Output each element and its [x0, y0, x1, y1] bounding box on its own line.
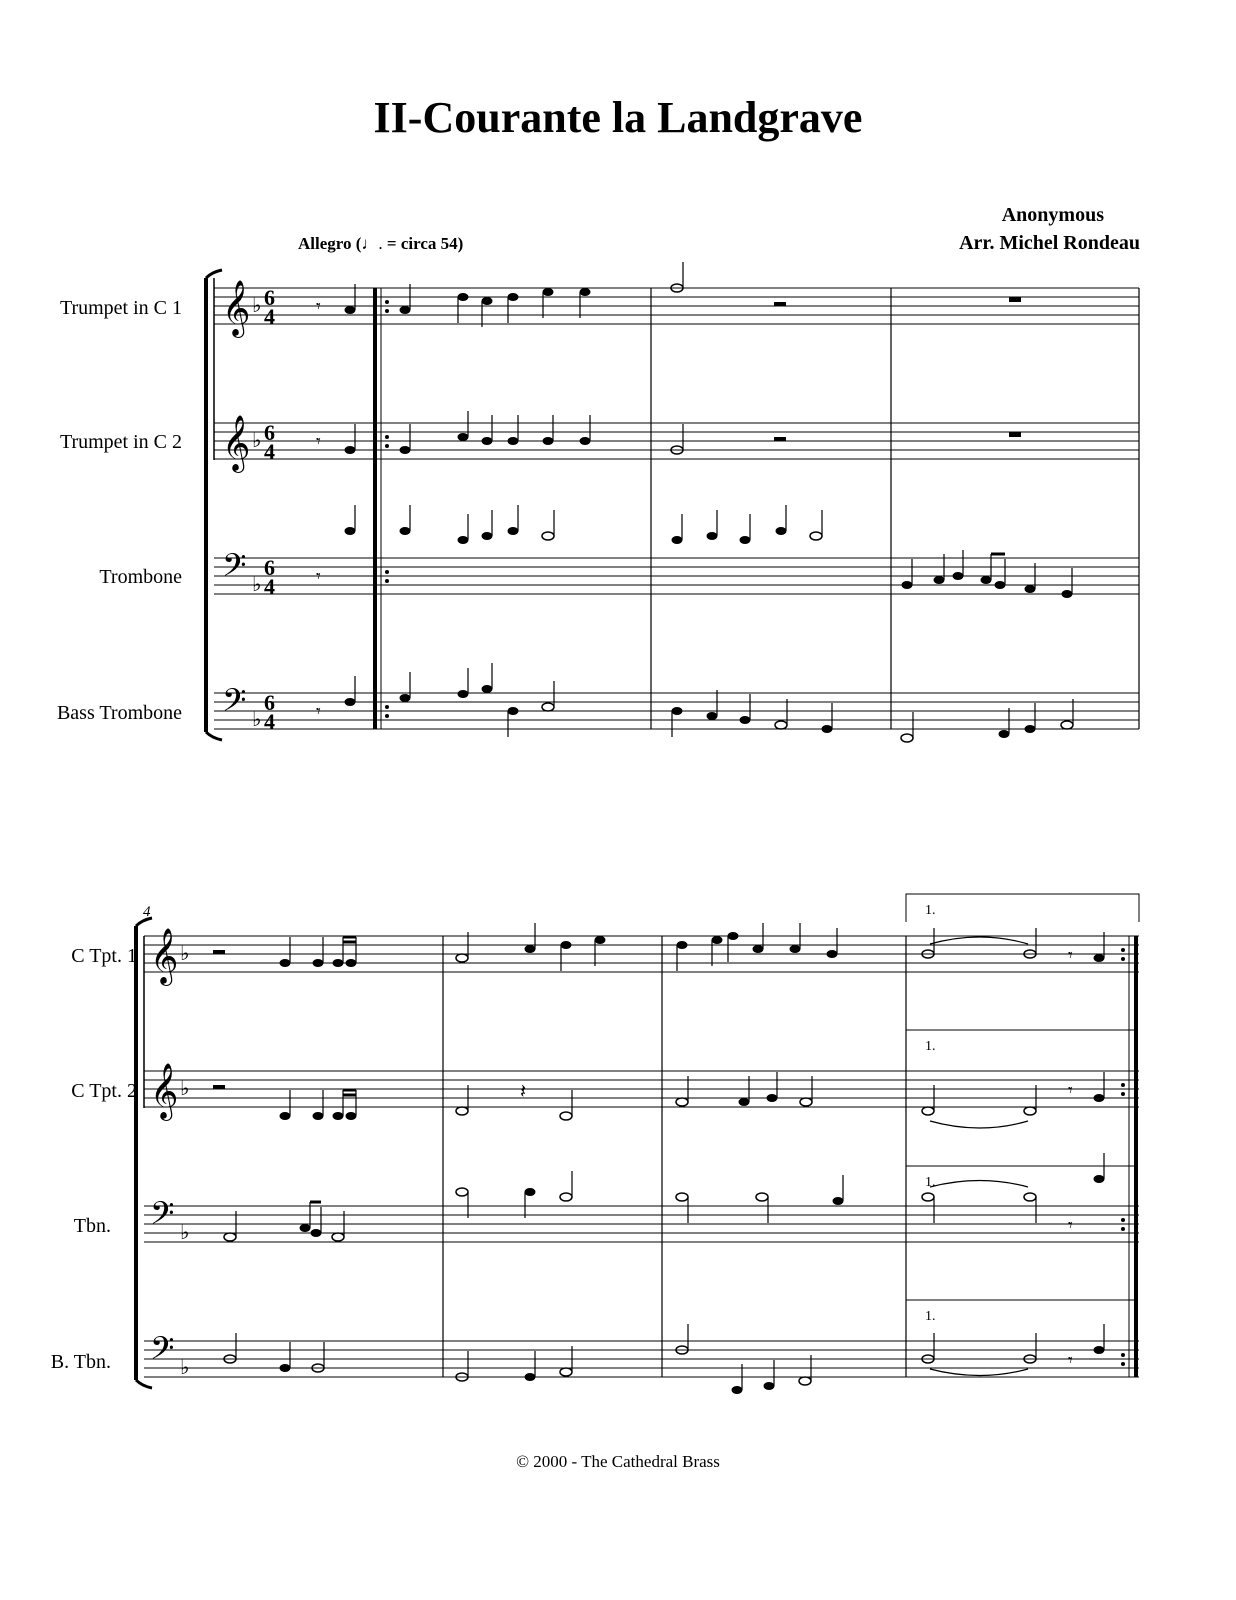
system-1: [57, 262, 1139, 742]
tempo-value: = circa 54): [382, 234, 464, 253]
half-rest-icon: [213, 950, 225, 954]
time-sig-bottom: 4: [264, 574, 275, 599]
svg-text:𝄾: 𝄾: [316, 701, 321, 722]
staff-bass-trombone: [144, 1341, 1139, 1377]
flat-key-icon: ♭: [252, 293, 262, 317]
svg-text:𝄾: 𝄾: [1068, 1080, 1073, 1101]
repeat-start-barline: [373, 288, 389, 729]
time-sig-top: 6: [264, 420, 275, 445]
flat-key-icon: ♭: [180, 1220, 190, 1244]
time-sig-bottom: 4: [264, 304, 275, 329]
bass-clef-icon: 𝄢: [222, 682, 247, 726]
flat-key-icon: ♭: [252, 428, 262, 452]
treble-clef-icon: 𝄞: [222, 415, 251, 471]
staff-trumpet-1: [214, 288, 1139, 324]
half-rest-icon: [774, 437, 786, 441]
whole-rest-icon: [1009, 297, 1021, 302]
svg-text:𝄾: 𝄾: [1068, 1215, 1073, 1236]
copyright-notice: © 2000 - The Cathedral Brass: [516, 1452, 720, 1471]
treble-clef-icon: 𝄞: [150, 928, 179, 984]
dotted-half-note-icon: ♩.: [361, 234, 383, 253]
time-sig-top: 6: [264, 555, 275, 580]
flat-key-icon: ♭: [252, 572, 262, 596]
measure-number: 4: [143, 904, 151, 920]
quarter-rest-icon: 𝄽: [520, 1079, 527, 1103]
volta-label: 1.: [925, 903, 936, 918]
staff-trumpet-2: [144, 1071, 1139, 1107]
treble-clef-icon: 𝄞: [222, 280, 251, 336]
flat-key-icon: ♭: [180, 1355, 190, 1379]
barlines: [651, 288, 1139, 729]
volta-label: 1.: [925, 1039, 936, 1054]
time-sig-top: 6: [264, 285, 275, 310]
flat-key-icon: ♭: [180, 1076, 190, 1100]
svg-text:𝄾: 𝄾: [316, 566, 321, 587]
flat-key-icon: ♭: [180, 941, 190, 965]
staff-trumpet-1: [144, 936, 1139, 972]
measure-7: [922, 928, 1105, 1376]
staff-label-trumpet-1: Trumpet in C 1: [59, 297, 182, 319]
pickup-notes: [316, 284, 356, 722]
measure-6: [676, 923, 844, 1394]
staff-label-trombone: Trombone: [99, 566, 182, 588]
measure-4: [213, 937, 357, 1372]
score-title: II-Courante la Landgrave: [373, 93, 863, 142]
staff-label-trumpet-2: C Tpt. 2: [71, 1080, 137, 1102]
time-sig-bottom: 4: [264, 709, 275, 734]
svg-text:𝄾: 𝄾: [1068, 945, 1073, 966]
time-sig-top: 6: [264, 690, 275, 715]
measure-5: [456, 923, 606, 1381]
staff-label-trumpet-1: C Tpt. 1: [71, 945, 137, 967]
whole-rest-icon: [1009, 432, 1021, 437]
bass-clef-icon: 𝄢: [150, 1330, 175, 1374]
half-rest-icon: [774, 302, 786, 306]
barlines: [443, 936, 906, 1377]
half-rest-icon: [213, 1085, 225, 1089]
treble-clef-icon: 𝄞: [150, 1063, 179, 1119]
staff-label-trombone: Tbn.: [73, 1215, 111, 1237]
staff-trombone: [144, 1206, 1139, 1242]
volta-label: 1.: [925, 1175, 936, 1190]
measure-2: [671, 262, 833, 737]
measure-3: [901, 297, 1073, 742]
composer-credit: Anonymous: [1001, 204, 1104, 226]
flat-key-icon: ♭: [252, 707, 262, 731]
tempo-text: Allegro (: [298, 234, 362, 253]
svg-text:𝄾: 𝄾: [316, 431, 321, 452]
measure-1: [400, 284, 591, 737]
staff-label-bass-trombone: B. Tbn.: [50, 1351, 111, 1373]
staff-label-bass-trombone: Bass Trombone: [56, 702, 182, 724]
staff-label-trumpet-2: Trumpet in C 2: [59, 431, 182, 453]
arranger-credit: Arr. Michel Rondeau: [959, 232, 1140, 254]
time-sig-bottom: 4: [264, 439, 275, 464]
svg-text:𝄾: 𝄾: [1068, 1350, 1073, 1371]
svg-text:𝄾: 𝄾: [316, 296, 321, 317]
volta-label: 1.: [925, 1309, 936, 1324]
repeat-end-barline: [1121, 936, 1138, 1377]
system-2: [51, 894, 1139, 1394]
bass-clef-icon: 𝄢: [150, 1195, 175, 1239]
bass-clef-icon: 𝄢: [222, 547, 247, 591]
